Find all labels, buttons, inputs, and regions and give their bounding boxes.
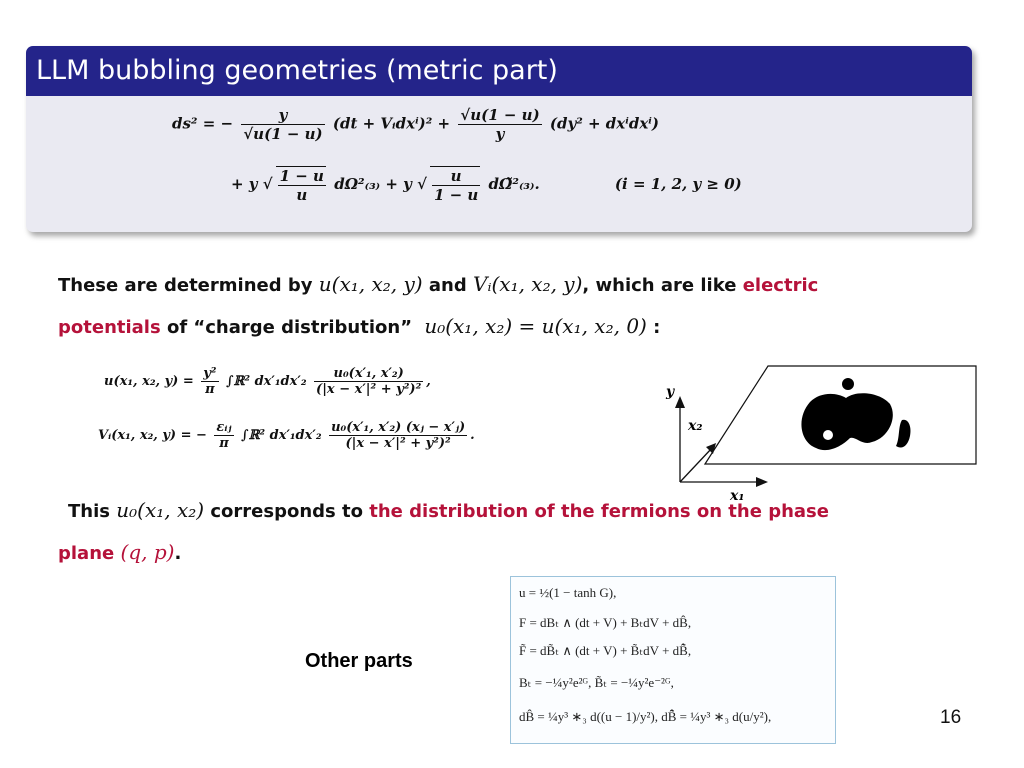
fraction-denominator: y <box>495 125 505 143</box>
x1-axis-label: x₁ <box>730 488 745 502</box>
integral: ∫ℝ² dx′₁dx′₂ <box>241 428 322 443</box>
eq-lhs: u(x₁, x₂, y) = <box>104 374 194 389</box>
text: of “charge distribution” <box>166 317 413 338</box>
fraction-denominator: √u(1 − u) <box>243 125 323 143</box>
fraction-numerator: y <box>241 106 324 125</box>
metric-term-4: dΩ̃²₍₃₎. <box>488 175 540 193</box>
x1-axis-arrow <box>756 477 768 487</box>
droplet-side <box>896 420 911 448</box>
y-axis-arrow <box>675 396 685 408</box>
integrand <box>314 366 423 397</box>
phase-plane-figure <box>650 362 980 502</box>
fraction-numerator: u₀(x′₁, x′₂) <box>314 366 423 382</box>
fraction-numerator: 1 − u <box>279 167 324 185</box>
integral: ∫ℝ² dx′₁dx′₂ <box>226 374 307 389</box>
metric-term-2: (dy² + dxⁱdxⁱ) <box>549 114 659 133</box>
text: These are determined by <box>58 275 313 296</box>
metric-fraction-3 <box>276 166 326 204</box>
text: : <box>653 317 661 338</box>
fraction-denominator: (|x − x′|² + y²)² <box>345 436 451 451</box>
fraction-numerator: u₀(x′₁, x′₂) (xⱼ − x′ⱼ) <box>331 420 466 435</box>
text: This <box>68 501 110 522</box>
fraction-numerator: y² <box>203 366 217 381</box>
fraction-denominator: π <box>219 436 229 451</box>
metric-fraction-2 <box>458 106 541 143</box>
paragraph-2-line-1 <box>68 498 829 522</box>
metric-block <box>26 46 972 232</box>
paragraph-1-line-2 <box>58 314 660 338</box>
highlight-text: plane <box>58 543 115 564</box>
fraction-denominator: (|x − x′|² + y²)² <box>316 382 422 397</box>
highlight-text: potentials <box>58 317 161 338</box>
equation-line: F = dBₜ ∧ (dt + V) + BₜdV + dB̂, <box>519 615 692 630</box>
paragraph-1-line-1 <box>58 272 818 296</box>
metric-line2-start: + y <box>231 175 258 193</box>
v-integral-equation <box>98 420 475 451</box>
metric-fraction-1 <box>241 106 324 143</box>
paragraph-2-line-2 <box>58 540 181 564</box>
other-parts-equations <box>510 576 836 744</box>
metric-term-3: dΩ²₍₃₎ + y <box>334 175 412 193</box>
other-parts-label: Other parts <box>305 650 413 672</box>
y-axis-label: y <box>666 384 675 400</box>
punct: , <box>426 374 431 389</box>
fraction-denominator: π <box>205 382 215 397</box>
text: , which are like <box>582 275 737 296</box>
equation-line: u = ½(1 − tanh G), <box>519 585 617 600</box>
sqrt-symbol: √ <box>262 175 273 193</box>
math-u0: u₀(x₁, x₂) <box>116 498 205 522</box>
integrand <box>329 420 467 451</box>
x2-axis <box>680 448 712 482</box>
math-u0: u₀(x₁, x₂) = u(x₁, x₂, 0) <box>424 314 647 338</box>
eq-lhs: Vᵢ(x₁, x₂, y) = − <box>98 428 207 443</box>
metric-term-1: (dt + Vᵢdxⁱ)² + <box>332 114 451 133</box>
coefficient <box>214 420 233 451</box>
text: and <box>428 275 467 296</box>
math-v: Vᵢ(x₁, x₂, y) <box>473 272 583 296</box>
metric-line-1 <box>172 106 659 143</box>
sqrt-symbol: √ <box>417 175 427 193</box>
fraction-numerator: u <box>432 167 480 186</box>
text: . <box>174 543 182 564</box>
equation-line: F̃ = dB̃ₜ ∧ (dt + V) + B̃ₜdV + dB̃̂, <box>519 643 692 658</box>
metric-lhs: ds² = − <box>172 114 234 133</box>
equation-line: Bₜ = −¼y²e²ᴳ, B̃ₜ = −¼y²e⁻²ᴳ, <box>519 675 674 690</box>
droplet-large <box>801 393 892 450</box>
text: corresponds to <box>210 501 363 522</box>
fraction-denominator: u <box>296 186 308 204</box>
metric-line-2 <box>231 166 742 204</box>
math-qp: (q, p) <box>120 540 175 564</box>
u-integral-equation <box>104 366 431 397</box>
math-u: u(x₁, x₂, y) <box>318 272 423 296</box>
metric-fraction-4 <box>430 166 480 204</box>
x2-axis-label: x₂ <box>688 418 703 434</box>
fraction-numerator: √u(1 − u) <box>460 106 540 124</box>
droplet-small <box>842 378 854 390</box>
page-number: 16 <box>940 707 962 728</box>
phase-plane-diagram <box>650 362 980 502</box>
droplet-hole <box>823 430 833 440</box>
punct: . <box>470 428 475 443</box>
highlight-text: the distribution of the fermions on the phase <box>369 501 829 522</box>
fraction-denominator: 1 − u <box>433 186 479 204</box>
highlight-text: electric <box>742 275 819 296</box>
metric-condition: (i = 1, 2, y ≥ 0) <box>614 175 742 193</box>
equation-line: dB̂ = ¼y³ ∗₃ d((u − 1)/y²), dB̃̂ = ¼y³ ∗₃ d(u/y²), <box>519 709 772 724</box>
slide-title: LLM bubbling geometries (metric part) <box>26 46 972 96</box>
coefficient <box>201 366 218 397</box>
fraction-numerator: εᵢⱼ <box>216 420 232 435</box>
